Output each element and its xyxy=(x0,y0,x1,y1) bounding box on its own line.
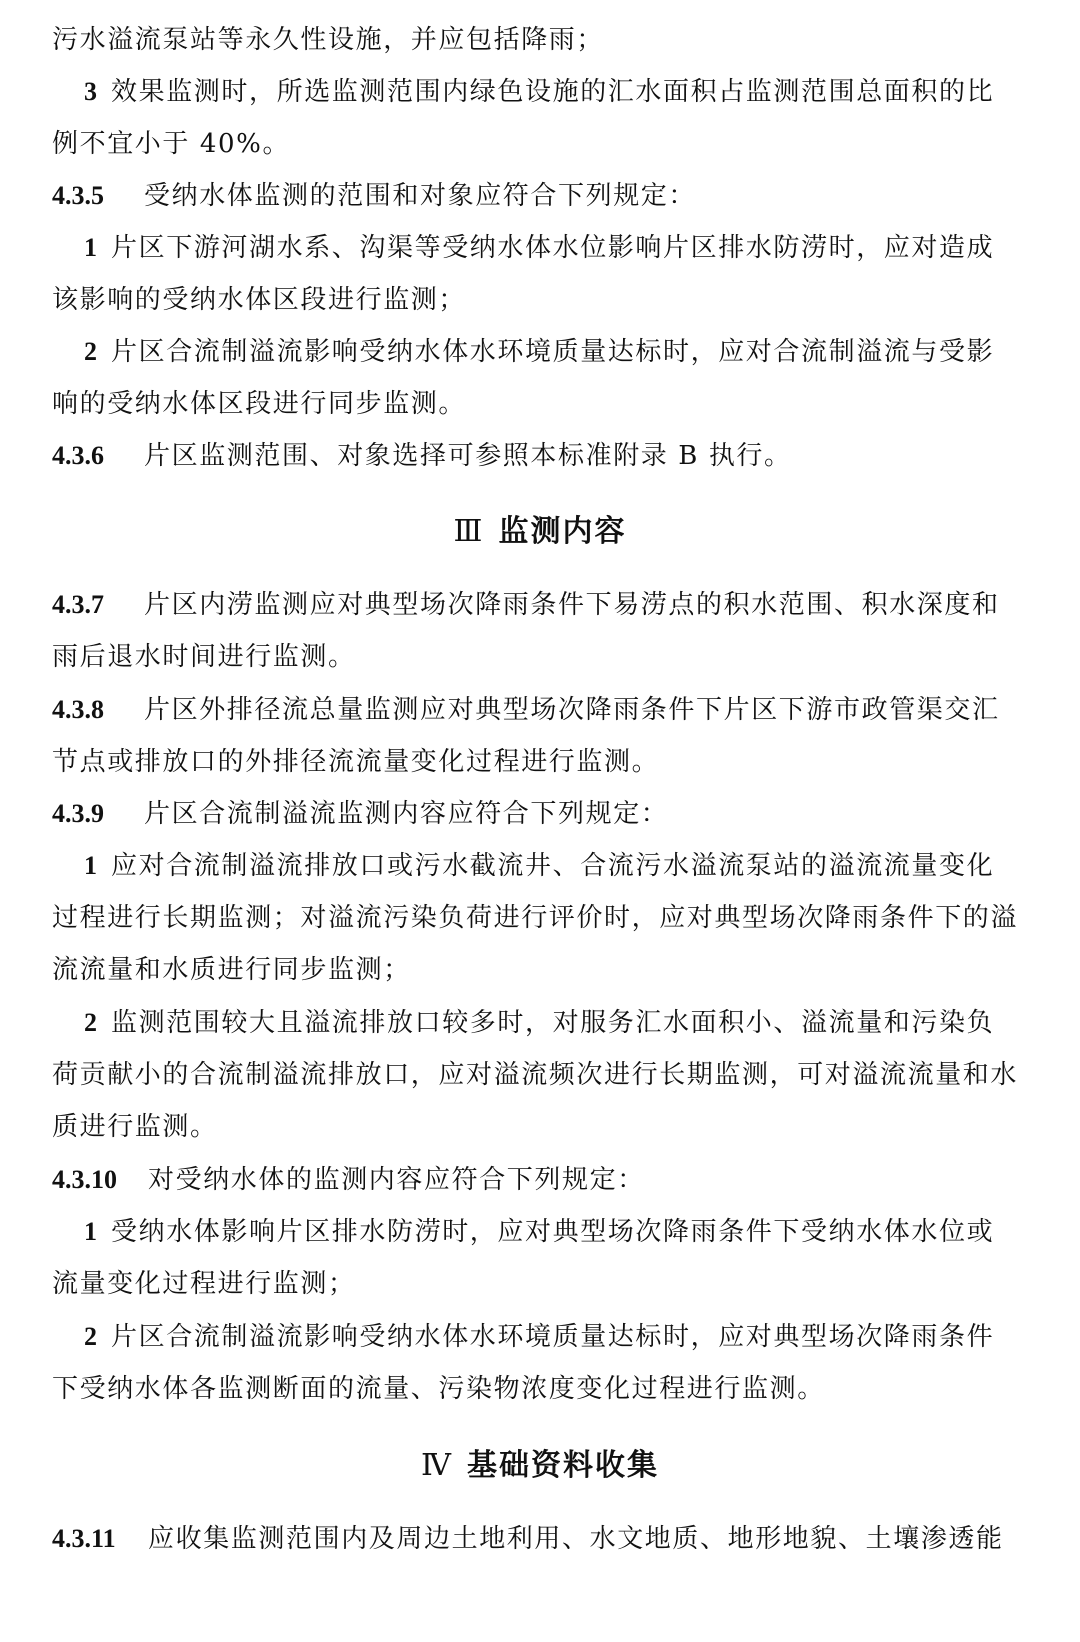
text-line xyxy=(52,1257,1032,1311)
line-text: 响的受纳水体区段进行同步监测。 xyxy=(52,389,467,419)
list-item xyxy=(84,1205,1032,1259)
list-item xyxy=(84,839,1032,893)
text-line xyxy=(52,1048,1032,1102)
clause-text: 受纳水体监测的范围和对象应符合下列规定： xyxy=(144,181,697,211)
line-text: 污水溢流泵站等永久性设施，并应包括降雨； xyxy=(52,25,605,55)
list-item xyxy=(84,1310,1032,1364)
clause-number: 4.3.9 xyxy=(52,799,104,828)
clause-text: 对受纳水体的监测内容应符合下列规定： xyxy=(148,1165,645,1195)
line-text: 监测范围较大且溢流排放口较多时，对服务汇水面积小、溢流量和污染负 xyxy=(111,1008,995,1038)
clause xyxy=(52,787,1032,841)
text-line xyxy=(52,377,1032,431)
item-number: 2 xyxy=(84,1008,97,1037)
clause-number: 4.3.6 xyxy=(52,441,104,470)
line-text: 下受纳水体各监测断面的流量、污染物浓度变化过程进行监测。 xyxy=(52,1374,825,1404)
clause-text: 片区监测范围、对象选择可参照本标准附录 B 执行。 xyxy=(144,441,792,471)
section-heading xyxy=(0,502,1080,562)
item-number: 3 xyxy=(84,77,97,106)
roman-numeral: Ⅲ xyxy=(453,515,485,548)
list-item xyxy=(84,996,1032,1050)
line-text: 受纳水体影响片区排水防涝时，应对典型场次降雨条件下受纳水体水位或 xyxy=(111,1217,995,1247)
list-item xyxy=(84,65,1032,119)
line-text: 流量变化过程进行监测； xyxy=(52,1269,356,1299)
line-text: 例不宜小于 40%。 xyxy=(52,129,291,159)
text-line xyxy=(52,943,1032,997)
clause xyxy=(52,1153,1032,1207)
clause-text: 片区外排径流总量监测应对典型场次降雨条件下片区下游市政管渠交汇 xyxy=(144,695,1000,725)
clause-text: 片区内涝监测应对典型场次降雨条件下易涝点的积水范围、积水深度和 xyxy=(144,590,1000,620)
text-line xyxy=(52,13,1032,67)
line-text: 雨后退水时间进行监测。 xyxy=(52,642,356,672)
clause xyxy=(52,578,1032,632)
text-line xyxy=(52,273,1032,327)
text-line xyxy=(52,735,1032,789)
line-text: 荷贡献小的合流制溢流排放口，应对溢流频次进行长期监测，可对溢流流量和水 xyxy=(52,1060,1019,1090)
clause-number: 4.3.11 xyxy=(52,1524,116,1553)
clause-text: 片区合流制溢流监测内容应符合下列规定： xyxy=(144,799,669,829)
line-text: 片区合流制溢流影响受纳水体水环境质量达标时，应对典型场次降雨条件 xyxy=(111,1322,995,1352)
clause xyxy=(52,683,1032,737)
list-item xyxy=(84,325,1032,379)
line-text: 过程进行长期监测；对溢流污染负荷进行评价时，应对典型场次降雨条件下的溢 xyxy=(52,903,1019,933)
heading-title: 监测内容 xyxy=(498,514,627,549)
text-line xyxy=(52,891,1032,945)
roman-numeral: Ⅳ xyxy=(421,1449,453,1482)
line-text: 流流量和水质进行同步监测； xyxy=(52,955,411,985)
line-text: 片区合流制溢流影响受纳水体水环境质量达标时，应对合流制溢流与受影 xyxy=(111,337,995,367)
item-number: 1 xyxy=(84,851,97,880)
clause-text: 应收集监测范围内及周边土地利用、水文地质、地形地貌、土壤渗透能 xyxy=(148,1524,1004,1554)
line-text: 应对合流制溢流排放口或污水截流井、合流污水溢流泵站的溢流流量变化 xyxy=(111,851,995,881)
clause-number: 4.3.5 xyxy=(52,181,104,210)
text-line xyxy=(52,630,1032,684)
item-number: 2 xyxy=(84,337,97,366)
clause-number: 4.3.8 xyxy=(52,695,104,724)
text-line xyxy=(52,1362,1032,1416)
section-heading xyxy=(0,1436,1080,1496)
line-text: 该影响的受纳水体区段进行监测； xyxy=(52,285,467,315)
item-number: 1 xyxy=(84,233,97,262)
item-number: 2 xyxy=(84,1322,97,1351)
clause-number: 4.3.10 xyxy=(52,1165,117,1194)
clause xyxy=(52,1512,1032,1566)
line-text: 效果监测时，所选监测范围内绿色设施的汇水面积占监测范围总面积的比 xyxy=(111,77,995,107)
clause-number: 4.3.7 xyxy=(52,590,104,619)
text-line xyxy=(52,117,1032,171)
clause xyxy=(52,169,1032,223)
item-number: 1 xyxy=(84,1217,97,1246)
text-line xyxy=(52,1100,1032,1154)
heading-title: 基础资料收集 xyxy=(466,1448,659,1483)
list-item xyxy=(84,221,1032,275)
clause xyxy=(52,429,1032,483)
line-text: 节点或排放口的外排径流流量变化过程进行监测。 xyxy=(52,747,660,777)
line-text: 质进行监测。 xyxy=(52,1112,218,1142)
line-text: 片区下游河湖水系、沟渠等受纳水体水位影响片区排水防涝时，应对造成 xyxy=(111,233,995,263)
